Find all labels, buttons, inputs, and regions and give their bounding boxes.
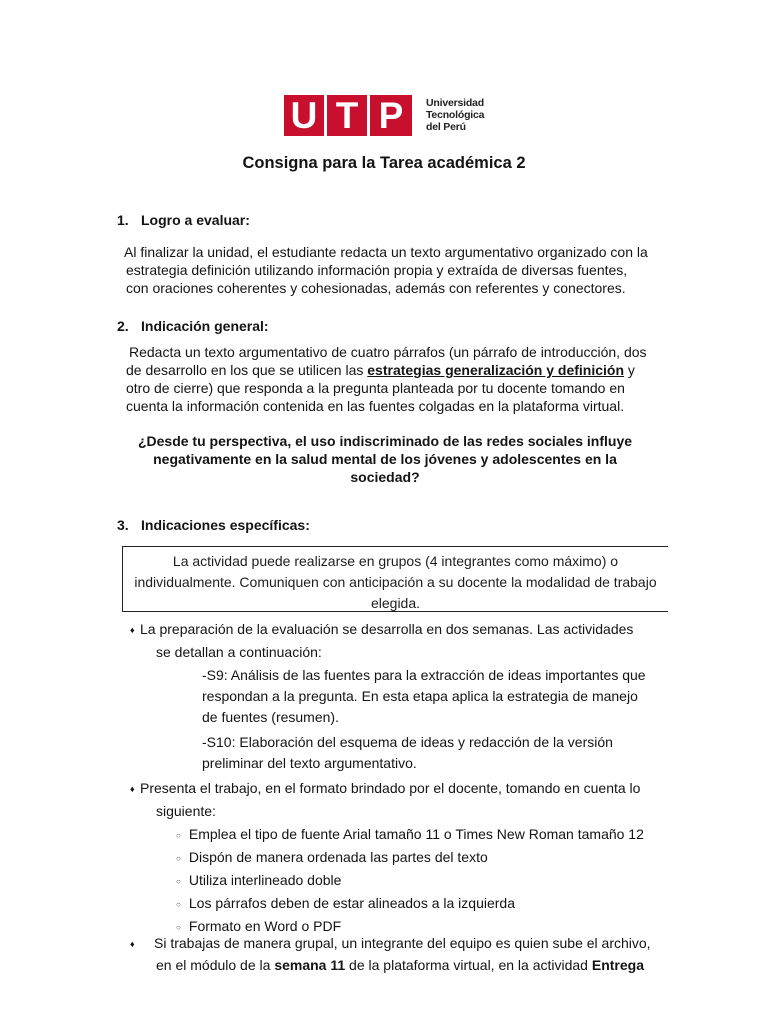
bullet-group-upload: ♦ Si trabajas de manera grupal, un integrante del equipo es quien sube el archivo, [130, 932, 651, 955]
list-item: ○ Formato en Word o PDF [176, 918, 342, 934]
section-1-paragraph: Al finalizar la unidad, el estudiante redacta un texto argumentativo organizado con la estrategia definición utilizando información propia y extraída de diversas fuentes, con oraciones coherentes y cohesionadas, además con referentes y conectores. [124, 244, 648, 296]
logo-letter-u: U [284, 95, 324, 136]
section-1-heading: 1. Logro a evaluar: [117, 212, 250, 228]
list-item: ○ Utiliza interlineado doble [176, 872, 342, 888]
utp-logo [284, 95, 489, 137]
s9-activity: -S9: Análisis de las fuentes para la extracción de ideas importantes que respondan a la pregunta. En esta etapa aplica la estrategia de manejo de fuentes (resumen). [202, 667, 646, 725]
diamond-bullet-icon: ♦ [130, 939, 135, 949]
strategies-emphasis: estrategias generalización y definición [367, 362, 625, 378]
logo-letter-p: P [370, 95, 412, 136]
circle-bullet-icon: ○ [176, 854, 181, 863]
bullet-group-upload-cont: en el módulo de la semana 11 de la plataforma virtual, en la actividad Entrega [156, 957, 644, 973]
logo-letter-t: T [327, 95, 367, 136]
section-2-heading: 2. Indicación general: [117, 318, 269, 334]
bullet-presentation: ♦ Presenta el trabajo, en el formato brindado por el docente, tomando en cuenta lo [130, 777, 640, 800]
circle-bullet-icon: ○ [176, 831, 181, 840]
bullet-preparation-cont: se detallan a continuación: [156, 644, 322, 660]
group-mode-notice-box: La actividad puede realizarse en grupos (4 integrantes como máximo) o individualmente. Comuniquen con anticipación a su docente la modalidad de trabajo elegida. [122, 546, 668, 612]
section-2-paragraph: Redacta un texto argumentativo de cuatro párrafos (un párrafo de introducción, dos de desarrollo en los que se utilicen las estrategias generalización y definición y otro de cierre) que responda a la pregunta planteada por tu docente tomando en cuenta la información contenida en las fuentes colgadas en la plataforma virtual. [126, 344, 647, 414]
diamond-bullet-icon: ♦ [130, 625, 135, 635]
circle-bullet-icon: ○ [176, 923, 181, 932]
section-3-heading: 3. Indicaciones específicas: [117, 517, 310, 533]
bullet-preparation: ♦ La preparación de la evaluación se desarrolla en dos semanas. Las actividades [130, 618, 633, 641]
list-item: ○ Emplea el tipo de fuente Arial tamaño 11 o Times New Roman tamaño 12 [176, 826, 644, 842]
s10-activity: -S10: Elaboración del esquema de ideas y redacción de la versión preliminar del texto argumentativo. [202, 734, 613, 771]
list-item: ○ Los párrafos deben de estar alineados a la izquierda [176, 895, 515, 911]
circle-bullet-icon: ○ [176, 900, 181, 909]
logo-university-name: Universidad Tecnológica del Perú [426, 97, 485, 133]
guiding-question: ¿Desde tu perspectiva, el uso indiscriminado de las redes sociales influye negativamente en la salud mental de los jóvenes y adolescentes en la sociedad? [137, 433, 633, 485]
bullet-presentation-cont: siguiente: [156, 803, 216, 819]
document-title: Consigna para la Tarea académica 2 [242, 154, 526, 172]
list-item: ○ Dispón de manera ordenada las partes del texto [176, 849, 488, 865]
diamond-bullet-icon: ♦ [130, 784, 135, 794]
format-list [176, 824, 644, 939]
circle-bullet-icon: ○ [176, 877, 181, 886]
